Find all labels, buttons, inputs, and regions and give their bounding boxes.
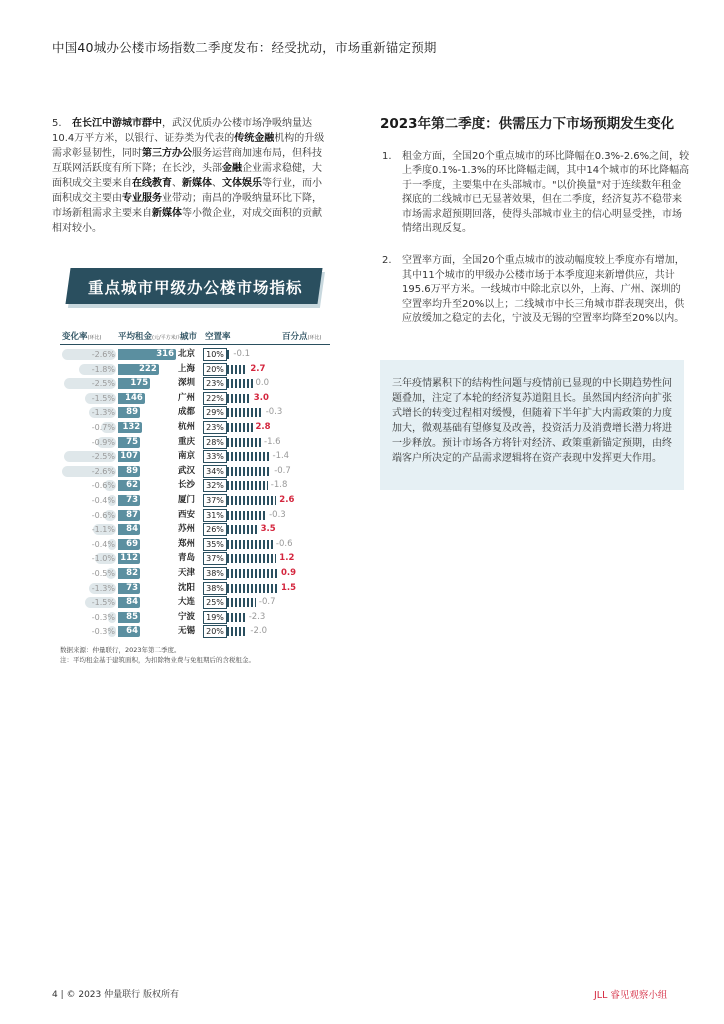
list-text: 空置率方面，全国20个重点城市的波动幅度较上季度亦有增加，其中11个城市的甲级办公楼市场于本季度迎来新增供应，共计195.6万平方米。一线城市中除北京以外，上海、广州、深圳的空置率均升至20%以上；二线城市中长三角城市群表现突出，供应放缓加之稳定的去化，宁波及无锡的空置率均降至20%以内。 [402,255,685,325]
change-value: -0.7% [91,423,115,432]
rent-value: 89 [126,407,138,418]
table-row [60,450,360,463]
vacancy-bar [227,627,247,636]
change-value: -1.0% [91,554,115,564]
chart-title: 重点城市甲级办公楼市场指标 [88,279,303,297]
footer-copyright: 4 | © 2023 仲量联行 版权所有 [52,990,179,1000]
city-name: 无锡 [178,626,196,637]
highlight-text: 第三方办公 [142,148,192,159]
left-paragraph [52,116,352,236]
pp-change-value: 1.5 [281,582,297,593]
rent-value: 69 [126,538,138,549]
city-name: 武汉 [178,465,196,476]
list-number: 1. [382,151,392,162]
highlight-text: 在线教育 [132,178,172,189]
numbered-list [380,150,690,326]
change-value: -0.3% [91,612,115,622]
table-row [60,421,360,434]
pp-change-value: 2.7 [250,363,266,374]
pp-change-value: -0.7 [258,597,276,608]
city-name: 长沙 [178,480,196,491]
paragraph-line: 5. 在长江中游城市群中，武汉优质办公楼市场净吸纳量达 [52,118,312,129]
right-text-block [380,112,690,344]
city-name: 上海 [178,363,196,374]
table-row [60,465,360,478]
city-name: 广州 [178,392,196,403]
rent-value: 85 [126,611,138,622]
pp-change-value: -0.6 [275,538,293,549]
change-value: -0.6% [91,510,115,520]
header-pp-note: (环比) [307,335,322,341]
header-rent [118,330,184,342]
rent-value: 107 [120,451,138,462]
change-value: -0.3% [91,627,115,637]
city-name: 成都 [178,407,196,418]
rent-value: 132 [122,422,141,432]
highlight-text: 金融 [222,163,242,174]
vacancy-bar [227,481,268,490]
footer-brand: JLL 睿见观察小组 [594,990,668,1001]
city-name: 厦门 [178,495,196,505]
vacancy-value: 20% [203,363,227,376]
column-headers [60,330,330,344]
change-value: -1.5% [91,393,115,403]
highlight-text: 专业服务 [122,193,162,204]
change-value: -1.3% [91,408,115,418]
change-value: -1.8% [91,364,115,374]
vacancy-bar [227,540,273,549]
change-value: -0.4% [91,539,115,549]
list-number: 2. [382,255,392,267]
highlight-text: 新媒体 [182,178,212,189]
pp-change-value: -1.6 [264,436,281,447]
city-name: 西安 [178,509,196,520]
change-value: -2.6% [91,350,115,359]
rent-value: 84 [126,524,138,535]
pp-change-value: 1.2 [279,553,295,564]
vacancy-value: 31% [203,509,227,522]
table-row [60,625,360,638]
vacancy-value: 38% [203,567,227,580]
table-row [60,377,360,390]
vacancy-value: 32% [203,479,227,492]
pp-change-value: -0.3 [269,509,286,520]
table-row [60,552,360,565]
left-text-block [52,116,352,236]
vacancy-value: 33% [203,450,227,463]
vacancy-bar [227,511,266,520]
rent-value: 89 [126,465,138,476]
paragraph-number: 5. [52,118,62,129]
vacancy-bar [227,467,271,476]
rent-value: 73 [126,495,138,505]
rent-value: 75 [126,436,138,447]
highlight-text: 新媒体 [152,208,182,219]
pp-change-value: 0.9 [281,568,297,578]
paragraph-line: 市场新租需求主要来自新媒体等小微企业，对成交面积的贡献 [52,208,322,219]
city-name: 郑州 [178,538,196,549]
vacancy-value: 37% [203,494,227,507]
rent-value: 316 [156,349,174,359]
paragraph-line: 互联网活跃度有所下降；在长沙，头部金融企业需求稳健，大 [52,163,322,174]
city-name: 杭州 [178,422,196,432]
table-row [60,436,360,449]
vacancy-bar [227,408,263,417]
city-name: 北京 [178,349,196,359]
pp-change-value: 3.5 [260,524,276,535]
vacancy-value: 38% [203,582,227,595]
city-name: 苏州 [178,524,196,535]
paragraph-line: 面积成交主要由专业服务业带动；南昌的净吸纳量环比下降， [52,193,322,204]
vacancy-bar [227,365,247,374]
vacancy-value: 23% [203,377,227,390]
paragraph-line: 相对较小。 [52,223,102,234]
vacancy-bar [227,438,261,447]
vacancy-bar [227,598,256,607]
list-item [380,254,690,326]
rent-value: 64 [126,626,138,637]
pp-change-value: -0.1 [233,349,250,359]
city-name: 青岛 [178,553,196,564]
table-row [60,523,360,536]
vacancy-bar [227,584,278,593]
pp-change-value: -2.0 [250,626,267,637]
header-change [62,330,101,342]
vacancy-bar [227,423,253,432]
change-value: -0.9% [91,437,115,447]
vacancy-value: 29% [203,406,227,419]
vacancy-value: 37% [203,552,227,565]
table-row [60,567,360,580]
vacancy-value: 28% [203,436,227,449]
paragraph-line: 面积成交主要来自在线教育、新媒体、文体娱乐等行业，而小 [52,178,322,189]
highlight-text: 文体娱乐 [222,178,262,189]
table-row [60,348,360,361]
table-row [60,509,360,522]
pp-change-value: -0.7 [274,465,291,476]
vacancy-bar [227,613,246,622]
rent-value: 222 [138,363,157,374]
header-vacancy: 空置率 [205,332,231,342]
vacancy-value: 19% [203,611,227,624]
vacancy-value: 25% [203,596,227,609]
vacancy-value: 10% [203,348,227,361]
change-value: -2.5% [91,452,115,462]
table-row [60,596,360,609]
vacancy-bar [227,569,278,578]
vacancy-bar [227,394,251,403]
vacancy-value: 34% [203,465,227,478]
table-row [60,363,360,376]
table-row [60,611,360,624]
pp-change-value: -1.8 [270,480,288,491]
source-line: 注：平均租金基于建筑面积，为扣除物业费与免租期后的含税租金。 [60,655,255,664]
rent-value: 62 [126,480,138,491]
pp-change-value: 3.0 [253,392,269,403]
header-city: 城市 [180,332,198,342]
market-indicator-chart [60,268,360,678]
header-change-note: (环比) [87,335,102,341]
header-divider [60,344,330,345]
rent-value: 82 [126,568,138,578]
vacancy-bar [227,496,276,505]
pp-change-value: 2.6 [279,495,295,505]
pp-change-value: 2.8 [255,422,271,432]
pp-change-value: -2.3 [248,611,266,622]
rent-value: 175 [130,378,149,389]
pp-change-value: -1.4 [272,451,290,462]
table-row [60,406,360,419]
vacancy-bar [227,379,253,388]
rent-value: 84 [126,597,138,608]
city-name: 重庆 [178,436,196,447]
vacancy-value: 35% [203,538,227,551]
vacancy-value: 20% [203,625,227,638]
change-value: -2.5% [91,379,115,389]
source-line: 数据来源：仲量联行，2023年第二季度。 [60,646,181,654]
city-name: 深圳 [178,378,196,389]
header-pp [282,330,321,342]
list-item [380,150,690,236]
table-row [60,494,360,507]
city-name: 天津 [178,568,196,578]
header-rent-note: (元/平方米/月) [152,335,185,341]
table-row [60,538,360,551]
header-pp-label: 百分点 [282,332,308,342]
rent-value: 87 [126,509,138,520]
table-row [60,392,360,405]
change-value: -1.5% [91,598,115,608]
change-value: -0.5% [91,569,115,578]
vacancy-bar [227,350,230,359]
paragraph-line: 需求彰显韧性，同时第三方办公服务运营商加速布局，但科技 [52,148,322,159]
paragraph-line: 10.4万平方米，以银行、证券类为代表的传统金融机构的升级 [52,133,325,144]
chart-source-note [60,646,255,665]
page-header-title: 中国40城办公楼市场指数二季度发布：经受扰动，市场重新锚定预期 [52,40,437,55]
rent-value: 112 [120,553,138,564]
vacancy-value: 23% [203,421,227,434]
change-value: -2.6% [91,466,115,476]
table-row [60,479,360,492]
vacancy-value: 22% [203,392,227,405]
rent-value: 146 [125,392,143,403]
rent-value: 73 [126,582,138,593]
vacancy-bar [227,525,258,534]
vacancy-value: 26% [203,523,227,536]
change-value: -1.1% [91,525,115,535]
callout-box: 三年疫情累积下的结构性问题与疫情前已显现的中长期趋势性问题叠加，注定了本轮的经济复苏道阻且长。虽然国内经济向扩张式增长的转变过程相对缓慢，但随着下半年扩大内需政策的力度加大，微观基础有望修复及改善，投资活力及消费增长潜力将进一步释放。预计市场各方将针对经济、政策重新锚定预期，由终端客户所决定的产品需求逻辑将在资产表现中发挥更大作用。 [380,360,684,490]
list-text: 租金方面，全国20个重点城市的环比降幅在0.3%-2.6%之间，较上季度0.1%-1.3%的环比降幅走阔，其中14个城市的环比降幅高于一季度，主要集中在头部城市。"以价换量"对于连续数年租金探底的二线城市已无显著效果，但在二季度，经济复苏不稳带来市场需求超预期回落，使得头部城市业主的信心明显受挫，市场情绪出现反复。 [402,151,690,235]
highlight-text: 传统金融 [234,133,275,144]
change-value: -0.6% [91,481,115,491]
vacancy-bar [227,452,270,461]
table-row [60,582,360,595]
city-name: 大连 [178,597,196,608]
section-title: 2023年第二季度：供需压力下市场预期发生变化 [380,116,675,132]
city-name: 沈阳 [178,582,196,593]
change-value: -0.4% [91,496,115,505]
city-name: 南京 [178,451,196,462]
header-change-label: 变化率 [62,332,88,342]
vacancy-bar [227,554,276,563]
pp-change-value: -0.3 [265,407,283,418]
highlight-text: 在长江中游城市群中 [72,118,162,129]
city-name: 宁波 [178,611,196,622]
header-rent-label: 平均租金 [118,332,153,342]
pp-change-value: 0.0 [255,378,270,389]
change-value: -1.3% [91,583,115,593]
